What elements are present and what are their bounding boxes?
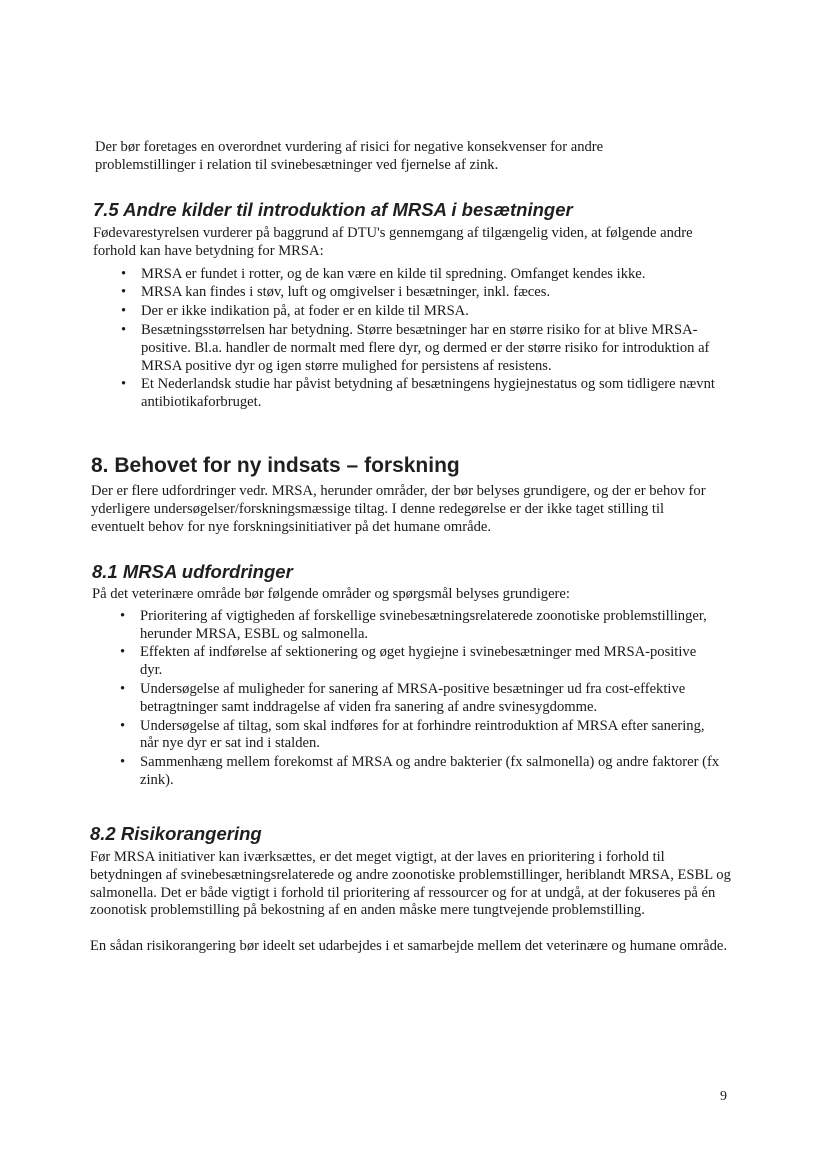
- bullet-icon: •: [121, 265, 127, 282]
- bullet-icon: •: [121, 321, 127, 338]
- section-8-2-paragraph-2: En sådan risikorangering bør ideelt set udarbejdes i et samarbejde mellem det veterinære og humane område.: [90, 938, 728, 955]
- section-8: [91, 453, 731, 536]
- list-item: • Besætningsstørrelsen har betydning. Større besætninger har en større risiko for at blive MRSA-positive. Bl.a. handler de normalt med flere dyr, og dermed er der større risiko for introduktion af MRSA positive dyr og igen større mulighed for persistens af resistens.: [121, 321, 710, 374]
- bullet-icon: •: [121, 303, 127, 320]
- list-item: • MRSA kan findes i støv, luft og omgivelser i besætninger, inkl. fæces.: [121, 284, 551, 301]
- section-8-heading: 8. Behovet for ny indsats – forskning: [91, 454, 460, 477]
- list-item: • Der er ikke indikation på, at foder er en kilde til MRSA.: [121, 303, 469, 320]
- section-8-1: [92, 561, 732, 791]
- section-8-2-heading: 8.2 Risikorangering: [90, 823, 262, 844]
- section-8-1-bullets: [92, 608, 722, 790]
- list-item: • Prioritering af vigtigheden af forskellige svinebesætningsrelaterede zoonotiske problemstillinger, herunder MRSA, ESBL og salmonella.: [120, 607, 707, 642]
- bullet-icon: •: [120, 754, 126, 771]
- section-8-paragraph: Der er flere udfordringer vedr. MRSA, herunder områder, der bør belyses grundigere, og der er behov for yderligere undersøgelser/forskningsmæssige tiltag. I denne redegørelse er der ikke taget stilling til eventuelt behov for nye forskningsinitiativer på det humane område.: [91, 483, 706, 535]
- section-8-2-paragraph-1: Før MRSA initiativer kan iværksættes, er det meget vigtigt, at der laves en prioritering i forhold til betydningen af svinebesætningsrelaterede og andre zoonotiske problemstillinger, heriblandt MRSA, ESBL og salmonella. Det er både vigtigt i forhold til prioritering af ressourcer og for at undgå, at der fokuseres på én zoonotisk problemstilling på bekostning af en anden måske mere tungtvejende problemstilling.: [90, 849, 731, 919]
- section-8-2: [90, 823, 735, 956]
- section-7-5: [93, 199, 733, 413]
- bullet-icon: •: [120, 717, 126, 734]
- intro-paragraph: Der bør foretages en overordnet vurdering af risici for negative konsekvenser for andre problemstillinger i relation til svinebesætninger ved fjernelse af zink.: [95, 139, 604, 173]
- bullet-icon: •: [120, 607, 126, 624]
- intro-paragraph-block: [95, 139, 675, 175]
- list-item: • Effekten af indførelse af sektionering og øget hygiejne i svinebesætninger med MRSA-positive dyr.: [120, 644, 697, 679]
- section-7-5-heading: 7.5 Andre kilder til introduktion af MRSA i besætninger: [93, 199, 573, 220]
- list-item: • Undersøgelse af muligheder for sanering af MRSA-positive besætninger ud fra cost-effektive betragtninger samt inddragelse af viden fra sanering af andre svinesygdomme.: [120, 680, 686, 715]
- section-7-5-bullets: [93, 266, 733, 412]
- bullet-icon: •: [121, 284, 127, 301]
- section-7-5-intro: Fødevarestyrelsen vurderer på baggrund af DTU's gennemgang af tilgængelig viden, at følgende andre forhold kan have betydning for MRSA:: [93, 225, 693, 259]
- list-item: • Sammenhæng mellem forekomst af MRSA og andre bakterier (fx salmonella) og andre faktorer (fx zink).: [120, 754, 720, 788]
- section-8-1-intro: På det veterinære område bør følgende områder og spørgsmål belyses grundigere:: [92, 586, 570, 602]
- page-number: 9: [720, 1089, 727, 1104]
- section-8-1-heading: 8.1 MRSA udfordringer: [92, 561, 293, 582]
- list-item: • Undersøgelse af tiltag, som skal indføres for at forhindre reintroduktion af MRSA efter sanering, når nye dyr er sat ind i stalden.: [120, 717, 705, 752]
- list-item: • Et Nederlandsk studie har påvist betydning af besætningens hygiejnestatus og som tidligere nævnt antibiotikaforbruget.: [121, 376, 715, 411]
- bullet-icon: •: [121, 376, 127, 393]
- bullet-icon: •: [120, 644, 126, 661]
- bullet-icon: •: [120, 680, 126, 697]
- list-item: • MRSA er fundet i rotter, og de kan være en kilde til spredning. Omfanget kendes ikke.: [121, 265, 646, 282]
